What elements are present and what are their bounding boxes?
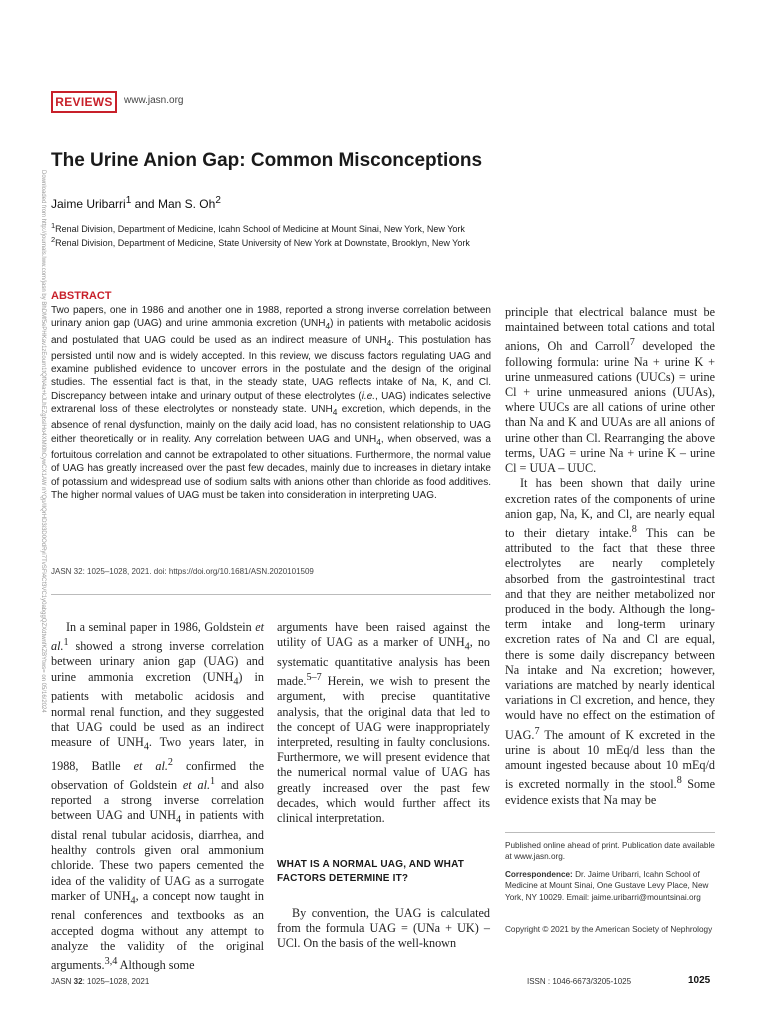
author-2-affil: 2 bbox=[215, 195, 221, 206]
uag-formula-text: By convention, the UAG is calculated from the formula UAG = (UNa + UK) – UCl. On the basis of the well-known bbox=[277, 906, 490, 951]
intro-paragraph-cont: arguments have been raised against the utility of UAG as a marker of $UNH_4$, no systematic quantitative analysis has been made.$^{5-7}$ Herein, we wish to present the argument, with precise quantitative analysis, that the original data that led to the concept of UAG were inappropriately interpreted, resulting in faulty conclusions. Furthermore, we will present evidence that the numerical normal value of UAG has greatly increased over the past few decades, which would further affect its clinical interpretation. bbox=[277, 620, 490, 825]
abstract-body: Two papers, one in 1986 and another one in 1988, reported a strong inverse correlation between urinary anion gap (UAG) and urine ammonia excretion $(UNH_4)$ in patients with metabolic acidosis and postulated that UAG could be used as an indirect measure of $UNH_4$. This postulation has persisted until now and is widely accepted. In this review, we discuss factors regulating UAG and examine published evidence to uncover errors in the postulate and the design of the original studies. The essential fact is that, in the steady state, UAG reflects intake of Na, K, and Cl. Discrepancy between intake and urinary output of these electrolytes (i.e., UAG) indicates selective extrarenal loss of these electrolytes or nonsteady state. $UNH_4$ excretion, which depends, in the absence of renal dysfunction, mainly on the daily acid load, has no consistent relationship to UAG either theoretically or in reality. Any correlation between UAG and $UNH_4$, when observed, was a fortuitous correlation and cannot be extrapolated to other situations. Furthermore, the normal value of UAG has greatly increased over the past few decades, mainly due to increases in dietary intake of potassium and widespread use of sodium salts with anions other than chloride as food additives. The higher normal values of UAG must be taken into consideration in interpreting UAG. bbox=[51, 305, 491, 501]
section-heading-normal-uag: WHAT IS A NORMAL UAG, AND WHAT FACTORS DETERMINE IT? bbox=[277, 859, 465, 884]
download-notice: Downloaded from http://journals.lww.com/jasn by BhDMf5ePHKav1zEoum1tQfN4a+kJLhEZgbsIHo4XMi0hCywCX1AW nYQp/IlQrHD3i3D0OdRyi7TvSFl4Cf3VC1y0abggQZXdtwnfKZBYtws= on 05/16/2024 bbox=[40, 170, 46, 713]
abstract-heading: ABSTRACT bbox=[51, 290, 112, 302]
abstract-divider bbox=[51, 594, 491, 595]
ref-link[interactable]: 7 bbox=[534, 725, 540, 737]
body-column-3 bbox=[505, 305, 715, 808]
body-column-1 bbox=[51, 620, 264, 973]
author-1-affil: 1 bbox=[125, 195, 132, 206]
ref-link[interactable]: 8 bbox=[631, 523, 637, 535]
body-column-2 bbox=[277, 620, 490, 826]
ref-link[interactable]: 2 bbox=[167, 756, 173, 768]
footer-issn: ISSN : 1046-6673/3205-1025 bbox=[527, 977, 632, 986]
author-list bbox=[51, 195, 221, 211]
section-label-reviews: REVIEWS bbox=[51, 91, 117, 113]
affiliation-1 bbox=[51, 221, 465, 234]
ref-link[interactable]: 1 bbox=[63, 637, 69, 649]
notes-divider bbox=[505, 832, 715, 833]
affiliation-2 bbox=[51, 235, 470, 248]
correspondence-label: Correspondence: bbox=[505, 870, 573, 879]
ref-link[interactable]: 1 bbox=[210, 775, 216, 787]
intro-paragraph: In a seminal paper in 1986, Goldstein et al.$^1$ showed a strong inverse correlation between urinary anion gap (UAG) and urine ammonia excretion $(UNH_4)$ in patients with metabolic acidosis and normal renal function, and they suggested that UAG could be used as an indirect measure of $UNH_4$. Two years later, in 1988, Batlle et al.$^2$ confirmed the observation of Goldstein et al.$^1$ and also reported a strong inverse correlation between UAG and $UNH_4$ in patients with distal renal tubular acidosis, diarrhea, and healthy controls given oral ammonium chloride. These two papers cemented the idea of the validity of UAG as a surrogate marker of $UNH_4$, a concept now taught in renal conferences and textbooks as an accepted dogma without any attempt to analyze the validity of the original arguments.$^{3,4}$ Although some bbox=[51, 620, 264, 973]
footer-journal: JASN 32: 1025–1028, 2021 bbox=[51, 977, 150, 986]
author-conjunction: and bbox=[131, 197, 158, 211]
copyright-note: Copyright © 2021 by the American Society of Nephrology bbox=[505, 925, 713, 934]
affiliation-1-text: Renal Division, Department of Medicine, Icahn School of Medicine at Mount Sinai, New York, New York bbox=[55, 224, 465, 234]
ref-link[interactable]: 5–7 bbox=[306, 672, 322, 684]
journal-website[interactable]: www.jasn.org bbox=[124, 95, 184, 106]
author-1[interactable]: Jaime Uribarri bbox=[51, 197, 126, 211]
ref-link[interactable]: 8 bbox=[676, 775, 682, 787]
affiliation-2-text: Renal Division, Department of Medicine, State University of New York at Downstate, Brooklyn, New York bbox=[55, 238, 470, 248]
ref-link[interactable]: 7 bbox=[629, 337, 635, 349]
publication-note: Published online ahead of print. Publication date available at www.jasn.org. bbox=[505, 841, 715, 862]
article-citation-doi[interactable]: JASN 32: 1025–1028, 2021. doi: https://doi.org/10.1681/ASN.2020101509 bbox=[51, 567, 314, 576]
correspondence-note bbox=[505, 869, 717, 903]
download-sidebar bbox=[27, 170, 47, 713]
correspondence-text: Dr. Jaime Uribarri, Icahn School of Medicine at Mount Sinai, One Gustave Levy Place, New York, NY 10029. Email: jaime.uribarri@mountsinai.org bbox=[505, 870, 709, 902]
excretion-paragraph: It has been shown that daily urine excretion rates of the components of urine anion gap, Na, K, and Cl, are nearly equal to their dietary intake.$^8$ This can be attributed to the fact that these three electrolytes are nearly completely absorbed from the gastrointestinal tract and that they are neither metabolized nor produced in the body. Although the long-term intake and long-term urinary excretion rates of Na and Cl are equal, there is some daily discrepancy between Na intake and Na excretion; however, variations are matched by nearly identical variations in Cl excretion, and hence, they would have no effect on the estimation of UAG.$^7$ The amount of K excreted in the urine is about 10 mEq/d less than the amount ingested because about 10 mEq/d is excreted normally in the stool.$^8$ Some evidence exists that Na may be bbox=[505, 476, 715, 807]
page-number: 1025 bbox=[688, 975, 711, 986]
ref-link[interactable]: 3,4 bbox=[104, 956, 118, 967]
article-title: The Urine Anion Gap: Common Misconceptions bbox=[51, 150, 483, 171]
uag-definition-paragraph bbox=[277, 906, 490, 952]
author-2[interactable]: Man S. Oh bbox=[157, 197, 216, 211]
balance-paragraph: principle that electrical balance must be maintained between total cations and total anions, Oh and Carroll$^7$ developed the following formula: urine Na + urine K + urine unmeasured cations (UUCs) = urine Cl + urine unmeasured anions (UUAs), where UUCs are all cations of urine other than Na and K and UUAs are all anions of urine other than Cl. Rearranging the above terms, UAG = urine Na + urine K – urine Cl = UUA – UUC. bbox=[505, 305, 715, 476]
affiliation-2-number: 2 bbox=[51, 235, 56, 244]
affiliation-1-number: 1 bbox=[51, 221, 56, 230]
